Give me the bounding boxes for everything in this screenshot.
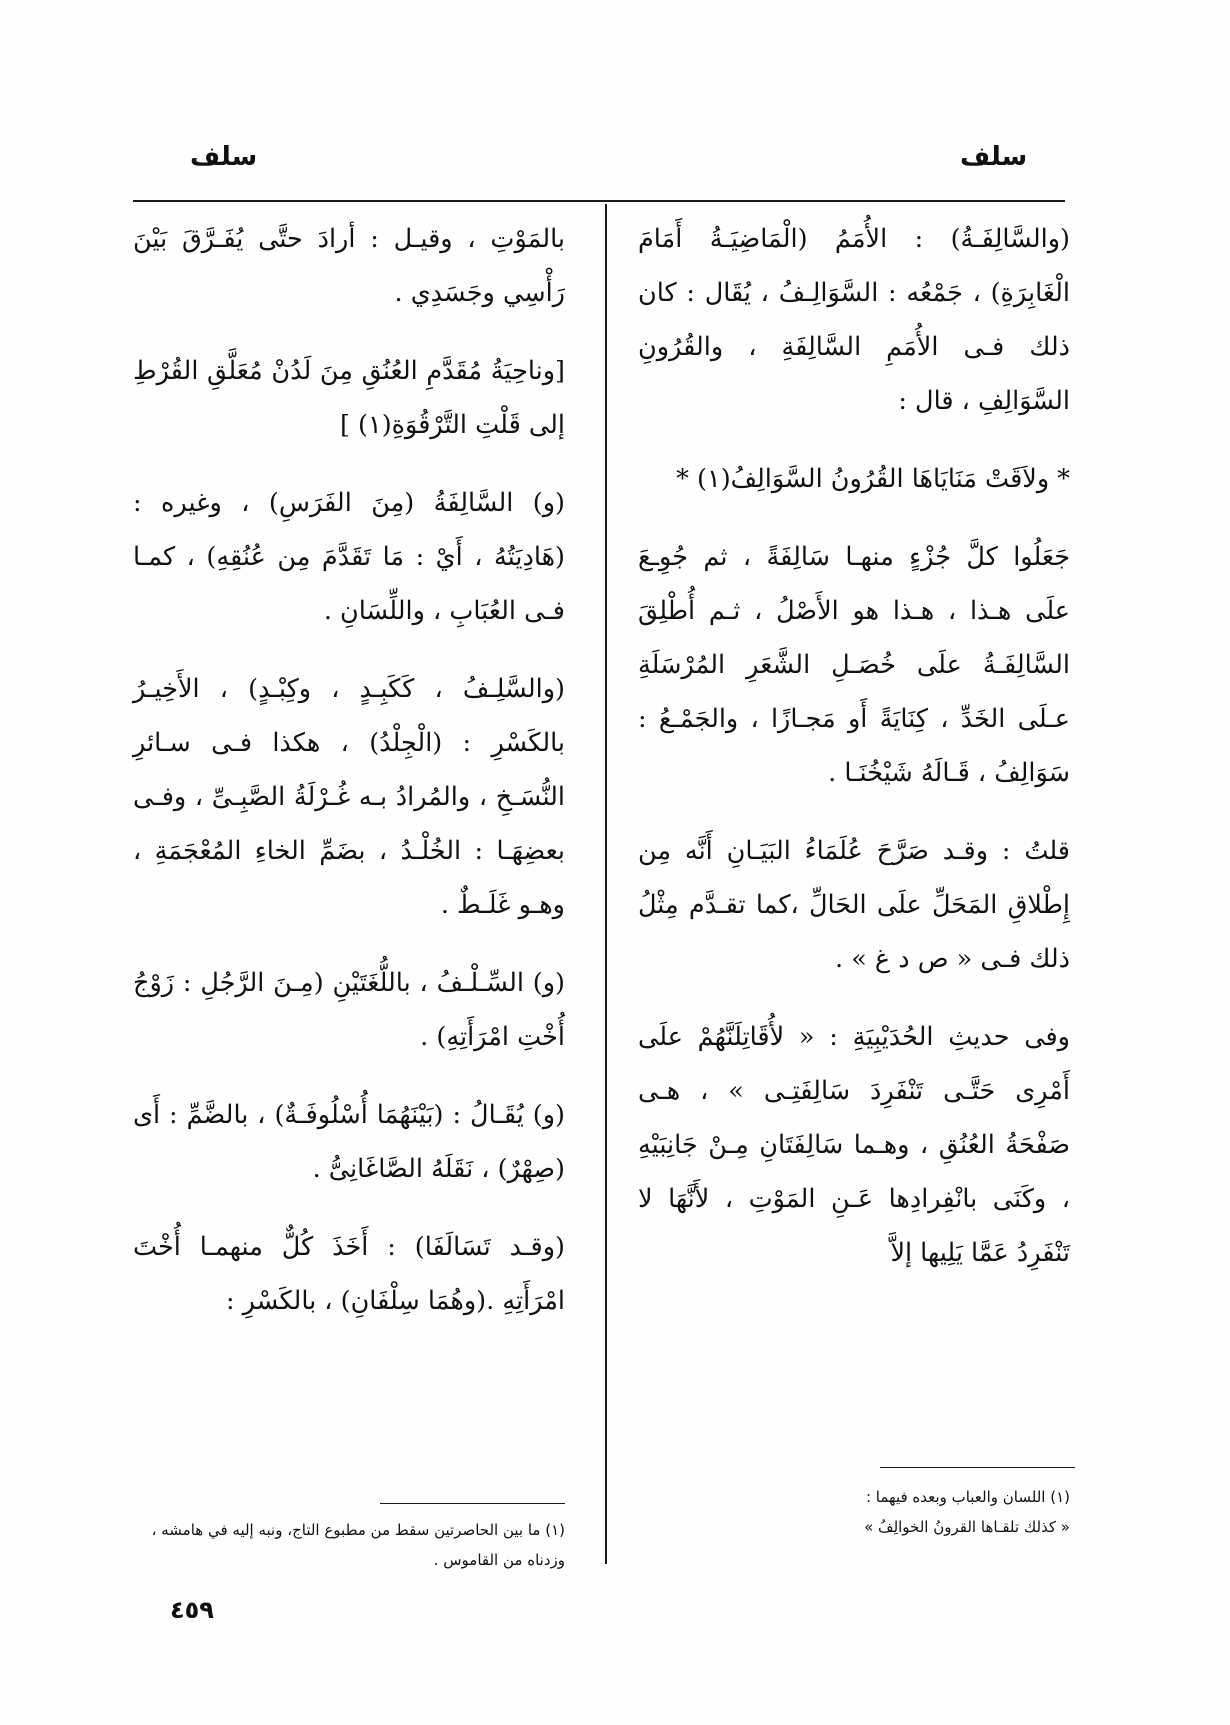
right-footnote: (١) اللسان والعباب وبعده فيهما : « كذلك تلقـاها القرونُ الخوالِفُ » xyxy=(864,1488,1070,1536)
left-paragraph-5: (و) السِّـلْـفُ ، باللُّغَتَيْنِ (مِـنَ الرَّجُلِ : زَوْجُ أُخْتِ امْرَأَتِهِ) . xyxy=(133,968,565,1052)
right-column xyxy=(638,212,1070,1304)
running-header-right: سلف xyxy=(960,142,1028,172)
running-header-left: سلف xyxy=(190,142,258,172)
page-number: ٤٥٩ xyxy=(170,1596,214,1624)
left-paragraph-6: (و) يُقَـالُ : (بَيْنَهُمَا أُسْلُوفَـةٌ) ، بالضَّمِّ : أَى (صِهْرٌ) ، نَقَلَهُ الصَّاغَانِىُّ . xyxy=(133,1100,565,1184)
left-column xyxy=(133,212,565,1352)
right-paragraph-4: وفى حديثِ الحُدَيْبِيَةِ : « لأُقَاتِلَنَّهُمْ علَى أَمْرِى حَتَّـى تَنْفَرِدَ سَالِفَتِـى » ، هـى صَفْحَةُ العُنُقِ ، وهـما سَالِفَتَانِ مِـنْ جَانِبَيْهِ ، وكَنَى بانْفِرادِها عَـنِ المَوْتِ ، لأَنَّهَا لا تَنْفَرِدُ عَمَّا يَلِيها إلاَّ xyxy=(638,1022,1070,1268)
left-paragraph-3: (و) السَّالِفَةُ (مِنَ الفَرَسِ) ، وغيره : (هَادِيَتُهُ ، أَيْ : مَا تَقَدَّمَ مِن عُنُقِهِ) ، كمـا فـى العُبَابِ ، واللِّسَانِ . xyxy=(133,488,565,626)
left-paragraph-1: بالمَوْتِ ، وقيـل : أرادَ حتَّى يُفَـرَّقَ بَيْنَ رَأْسِي وجَسَدِي . xyxy=(133,224,565,308)
left-footnote-rule xyxy=(380,1503,565,1504)
left-paragraph-2: [وناحِيَةُ مُقَدَّمِ العُنُقِ مِنَ لَدُنْ مُعَلَّقِ القُرْطِ إلى قَلْتِ التَّرْقُوَةِ(١) ] xyxy=(133,356,565,440)
right-paragraph-3: قلتُ : وقـد صَرَّحَ عُلَمَاءُ البَيَـانِ أَنَّه مِن إِطْلاقِ المَحَلِّ علَى الحَالِّ ،كما تقـدَّم مِثْلُ ذلك فـى « ص د غ » . xyxy=(638,836,1070,974)
right-verse: * ولاَقَتْ مَنَايَاهَا القُرُونُ السَّوَالِفُ(١) * xyxy=(676,464,1070,494)
right-footnote-rule xyxy=(880,1467,1075,1468)
header-rule xyxy=(133,200,1065,202)
column-divider xyxy=(605,204,607,1564)
left-paragraph-7: (وقـد تَسَالَفَا) : أَخَذَ كُلٌّ منهمـا أُخْتَ امْرَأَتِهِ .(وهُمَا سِلْفَانِ) ، بالكَسْرِ : xyxy=(133,1232,565,1316)
right-paragraph-1: (والسَّالِفَـةُ) : الأُمَمُ (الْمَاضِيَـةُ أَمَامَ الْغَابِرَةِ) ، جَمْعُه : السَّوَالِـفُ ، يُقَال : كان ذلك فـى الأُمَمِ السَّالِفَةِ ، والقُرُونِ السَّوَالِفِ ، قال : xyxy=(638,224,1070,416)
right-paragraph-2: جَعَلُوا كلَّ جُزْءٍ منهـا سَالِفَةً ، ثم جُوِـعَ علَى هـذا ، هـذا هو الأَصْلُ ، ثـم أُطْلِقَ السَّالِفَـةُ علَى خُصَـلِ الشَّعَرِ المُرْسَلَةِ عـلَى الخَدِّ ، كِنَايَةً أَو مَجـازًا ، والجَمْـعُ : سَوَالِفُ ، قَـالَهُ شَيْخُنَـا . xyxy=(638,542,1070,788)
left-paragraph-4: (والسَّلِـفُ ، كَكَبِـدٍ ، وكِبْـدٍ) ، الأَخِيـرُ بالكَسْرِ : (الْجِلْدُ) ، هكذا فـى سـائرِ النُّسَـخِ ، والمُرادُ بـه غُـرْلَةُ الصَّبِـىِّ ، وفـى بعضِهَـا : الخُلْـدُ ، بضَمِّ الخاءِ المُعْجَمَةِ ، وهـو غَلَـطٌ . xyxy=(133,674,565,920)
left-footnote: (١) ما بين الحاصرتين سقط من مطبوع التاج، ونبه إليه في هامشه ، وزدناه من القاموس . xyxy=(151,1521,565,1569)
